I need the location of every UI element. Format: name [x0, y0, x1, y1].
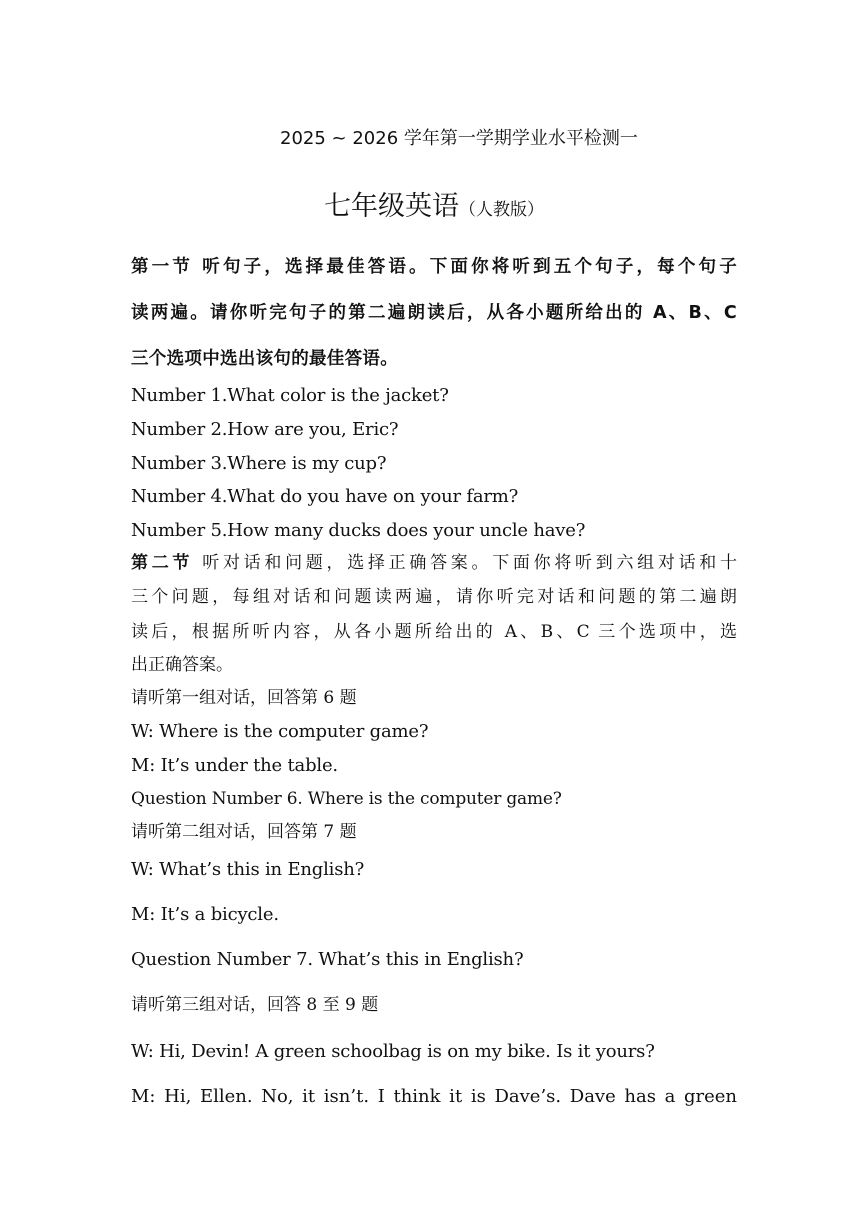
dialogue3-woman: W: Hi, Devin! A green schoolbag is on my bike. Is it yours? — [131, 1041, 655, 1062]
title-edition: （人教版） — [459, 200, 544, 220]
list-item: Number 2.How are you, Eric? — [131, 419, 399, 440]
section2-instruction-line4: 出正确答案。 — [131, 655, 233, 675]
dialogue2-man: M: It’s a bicycle. — [131, 904, 279, 925]
section1-instruction-line2: 读两遍。请你听完句子的第二遍朗读后，从各小题所给出的 A、B、C — [131, 303, 737, 323]
dialogue3-prompt: 请听第三组对话，回答 8 至 9 题 — [131, 995, 379, 1015]
exam-header: 2025 ~ 2026 学年第一学期学业水平检测一 — [280, 128, 638, 149]
page-title — [0, 184, 868, 223]
section2-instruction-line2: 三个问题，每组对话和问题读两遍，请你听完对话和问题的第二遍朗 — [131, 587, 737, 607]
list-item: Number 1.What color is the jacket? — [131, 385, 449, 406]
dialogue2-woman: W: What’s this in English? — [131, 859, 365, 880]
dialogue3-man: M: Hi, Ellen. No, it isn’t. I think it is Dave’s. Dave has a green — [131, 1086, 737, 1107]
title-main: 七年级英语 — [324, 191, 459, 222]
section2-instruction-line1 — [131, 551, 737, 575]
dialogue1-woman: W: Where is the computer game? — [131, 721, 429, 742]
dialogue1-prompt: 请听第一组对话，回答第 6 题 — [131, 688, 357, 708]
dialogue2-question: Question Number 7. What’s this in English? — [131, 949, 524, 970]
section2-instruction-text: 听对话和问题，选择正确答案。下面你将听到六组对话和十 — [193, 553, 738, 573]
list-item: Number 5.How many ducks does your uncle have? — [131, 520, 586, 541]
section2-heading: 第二节 — [131, 553, 194, 573]
dialogue2-prompt: 请听第二组对话，回答第 7 题 — [131, 822, 357, 842]
section2-instruction-line3: 读后，根据所听内容，从各小题所给出的 A、B、C 三个选项中，选 — [131, 622, 737, 642]
dialogue1-question: Question Number 6. Where is the computer game? — [131, 789, 562, 809]
list-item: Number 3.Where is my cup? — [131, 453, 387, 474]
list-item: Number 4.What do you have on your farm? — [131, 486, 519, 507]
section1-instruction-line1: 第一节 听句子，选择最佳答语。下面你将听到五个句子，每个句子 — [131, 257, 737, 277]
dialogue1-man: M: It’s under the table. — [131, 755, 338, 776]
section1-instruction-line3: 三个选项中选出该句的最佳答语。 — [131, 349, 398, 369]
